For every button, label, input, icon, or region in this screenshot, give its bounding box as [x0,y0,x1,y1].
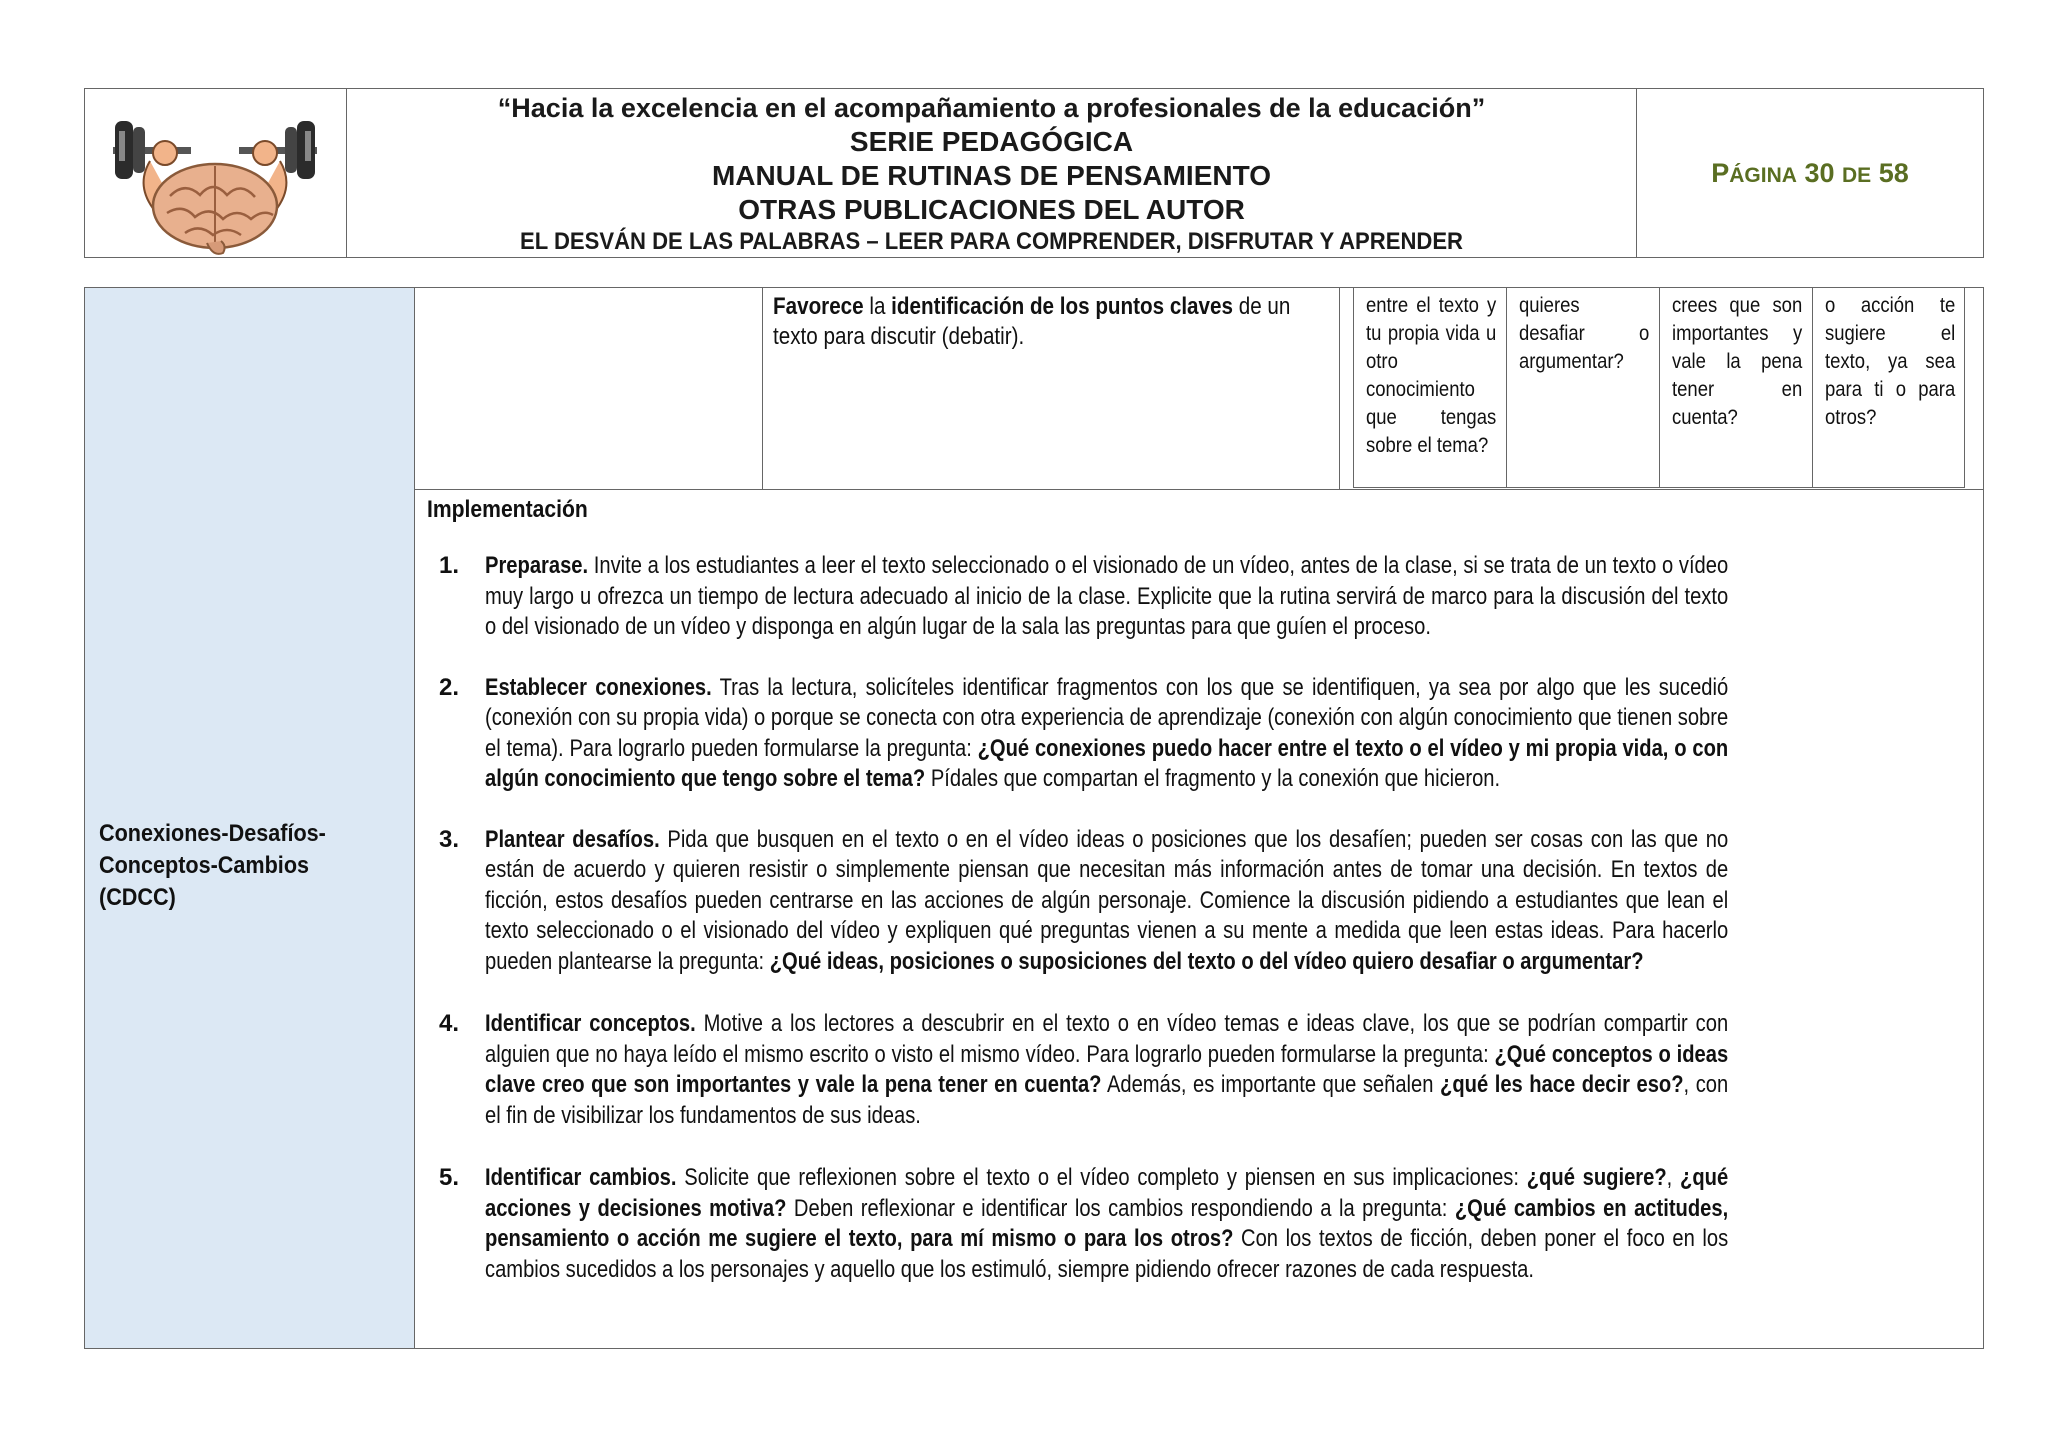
page-number: PÁGINA 30 DE 58 [1711,157,1909,188]
empty-cell [415,288,763,489]
question-subtable [1353,288,1965,488]
document-header [84,88,1984,258]
header-title-cell [347,89,1637,257]
header-manual: MANUAL DE RUTINAS DE PENSAMIENTO [711,159,1271,191]
question-cell-changes: o acción te sugiere el texto, ya sea para ti o para otros? [1825,294,1956,429]
header-publications: OTRAS PUBLICACIONES DEL AUTOR [738,193,1245,225]
routine-purpose-cell: Favorece la identificación de los puntos claves de un texto para discutir (debatir). [763,288,1340,489]
header-series: SERIE PEDAGÓGICA [849,125,1134,157]
list-item: 2. Establecer conexiones. Tras la lectura, solicíteles identificar fragmentos con los que se identifiquen, ya sea por algo que les sucedió (conexión con su propia vida) o porque se conecta con otra experiencia de aprendizaje (conexión con algún conocimiento que tienen sobre el tema). Para lograrlo pueden formularse la pregunta: ¿Qué conexiones puedo hacer entre el texto o el vídeo y mi propia vida, o con algún conocimiento que tengo sobre el tema? Pídales que compartan el fragmento y la conexión que hicieron. [439,673,1729,792]
question-cell-challenges: quieres desafiar o argumentar? [1507,288,1660,487]
routine-name: Conexiones-Desafíos- Conceptos-Cambios (CDCC) [99,820,326,911]
question-cell-connections: entre el texto y tu propia vida u otro conocimiento que tengas sobre el tema? [1354,288,1507,487]
implementation-steps [415,551,1983,1316]
header-motto: “Hacia la excelencia en el acompañamiento a profesionales de la educación” [497,92,1486,123]
list-item: 5. Identificar cambios. Solicite que reflexionen sobre el texto o el vídeo completo y piensen en sus implicaciones: ¿qué sugiere?, ¿qué acciones y decisiones motiva? Deben reflexionar e identificar los cambios respondiendo a la pregunta: ¿Qué cambios en actitudes, pensamiento o acción me sugiere el texto, para mí mismo o para los otros? Con los textos de ficción, deben poner el foco en los cambios sucedidos a los personajes y aquello que los estimuló, siempre pidiendo ofrecer razones de cada respuesta. [439,1164,1729,1283]
list-item: 1. Preparase. Invite a los estudiantes a leer el texto seleccionado o el visionado de un vídeo, antes de la clase, si se trata de un texto o vídeo muy largo u ofrezca un tiempo de lectura adecuado al inicio de la clase. Explicite que la rutina servirá de marco para la discusión del texto o del visionado de un vídeo y disponga en algún lugar de la sala las preguntas para que guíen el proceso. [439,552,1729,640]
implementation-cell [415,491,1983,1348]
page-number-cell [1637,89,1983,257]
routine-name-cell [85,288,415,1348]
header-book-title: EL DESVÁN DE LAS PALABRAS – LEER PARA COMPRENDER, DISFRUTAR Y APRENDER [519,227,1463,255]
list-item: 4. Identificar conceptos. Motive a los lectores a descubrir en el texto o en vídeo temas e ideas clave, los que se podrían compartir con alguien que no haya leído el mismo escrito o visto el mismo vídeo. Para lograrlo pueden formularse la pregunta: ¿Qué conceptos o ideas clave creo que son importantes y vale la pena tener en cuenta? Además, es importante que señalen ¿qué les hace decir eso?, con el fin de visibilizar los fundamentos de sus ideas. [439,1010,1729,1129]
brain-lifting-dumbbells-icon [95,91,335,257]
list-item: 3. Plantear desafíos. Pida que busquen en el texto o en el vídeo ideas o posiciones que los desafíen; pueden ser cosas con las que no están de acuerdo y quieren resistir o simplemente piensan que necesitan más información antes de tomar una decisión. En textos de ficción, estos desafíos pueden centrarse en las acciones de algún personaje. Comience la discusión pidiendo a estudiantes que lean el texto seleccionado o el visionado del vídeo y expliquen qué preguntas vienen a su mente a medida que leen estas ideas. Para hacerlo pueden plantearse la pregunta: ¿Qué ideas, posiciones o suposiciones del texto o del vídeo quiero desafiar o argumentar? [439,825,1729,975]
logo-cell [85,89,347,257]
routine-table [84,287,1984,1349]
question-cell-concepts: crees que son importantes y vale la pena tener en cuenta? [1660,288,1813,487]
implementation-title: Implementación [427,496,588,523]
routine-top-row [415,288,1983,490]
